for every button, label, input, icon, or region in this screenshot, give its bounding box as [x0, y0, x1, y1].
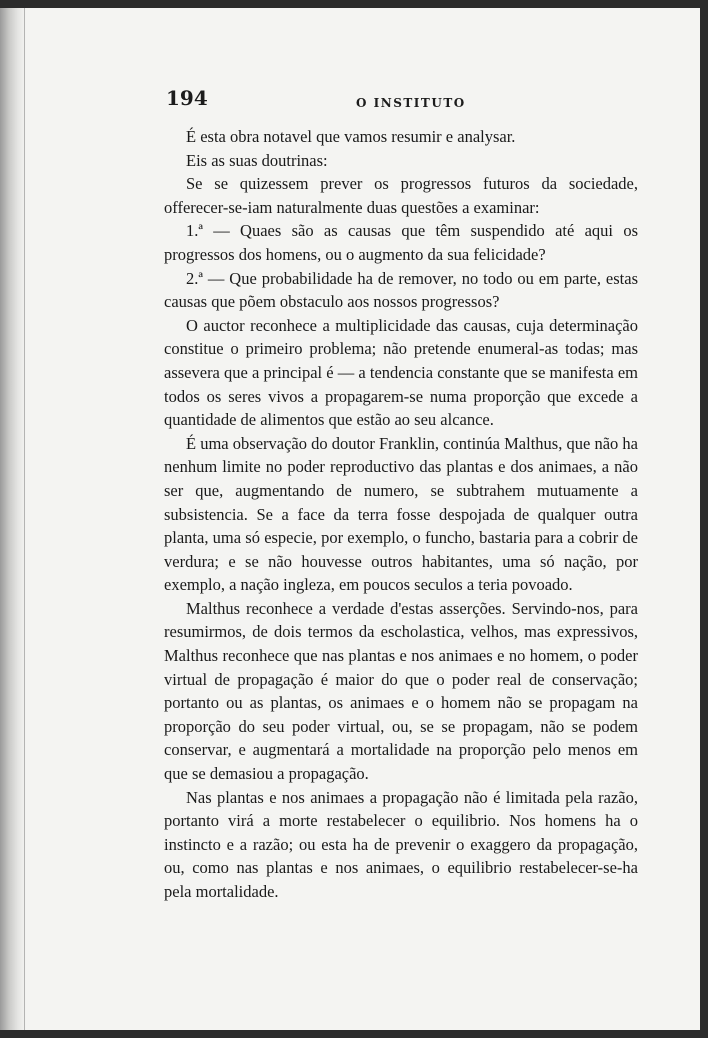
paragraph: 2.ª — Que probabilidade ha de remover, no todo ou em parte, estas causas que põem obstaculo aos nossos progressos?: [164, 268, 638, 312]
paragraph: 1.ª — Quaes são as causas que têm suspendido até aqui os progressos dos homens, ou o augmento da sua felicidade?: [164, 221, 638, 264]
body-text: [164, 125, 638, 904]
paragraph: Nas plantas e nos animaes a propagação não é limitada pela razão, portanto virá a morte restabelecer o equilibrio. Nos homens ha o instincto e a razão; ou esta ha de prevenir o exaggero da propagação, ou, como nas plantas e nos animaes, o equilibrio restabelecer-se-ha pela mortalidade.: [164, 787, 638, 901]
paragraph: É esta obra notavel que vamos resumir e analysar.: [186, 127, 516, 146]
page-binding-shadow: [0, 8, 26, 1030]
page-number: 194: [166, 86, 208, 110]
paragraph: Eis as suas doutrinas:: [186, 150, 328, 170]
paragraph: O auctor reconhece a multiplicidade das causas, cuja determinação constitue o primeiro problema; não pretende enumeral-as todas; mas assevera que a principal é — a tendencia constante que se manifesta em todos os seres vivos a propagarem-se numa proporção que excede a quantidade de alimentos que estão ao seu alcance.: [164, 315, 638, 430]
page-gutter-line: [24, 8, 25, 1030]
paragraph: Se se quizessem prever os progressos futuros da sociedade, offerecer-se-iam naturalmente duas questões a examinar:: [164, 174, 638, 217]
paragraph: É uma observação do doutor Franklin, continúa Malthus, que não ha nenhum limite no poder reproductivo das plantas e dos animaes, a não ser que, augmentando de numero, se subtrahem mutuamente a subsistencia. Se a face da terra fosse despojada de qualquer outra planta, uma só especie, por exemplo, o funcho, bastaria para a cobrir de verdura; e se não houvesse outros habitantes, uma só nação, por exemplo, a nação ingleza, em poucos seculos a teria povoado.: [164, 433, 638, 595]
paragraph: Malthus reconhece a verdade d'estas asserções. Servindo-nos, para resumirmos, de dois termos da escholastica, velhos, mas expressivos, Malthus reconhece que nas plantas e nos animaes e no homem, o poder virtual de propagação é maior do que o poder real de conservação; portanto ou as plantas, os animaes e o homem não se propagam na proporção do seu poder virtual, ou, se se propagam, não se podem conservar, e augmentará a mortalidade na proporção pelo menos em que se demasiou a propagação.: [164, 598, 638, 784]
running-head: O INSTITUTO: [356, 96, 466, 110]
book-page: [0, 8, 700, 1030]
